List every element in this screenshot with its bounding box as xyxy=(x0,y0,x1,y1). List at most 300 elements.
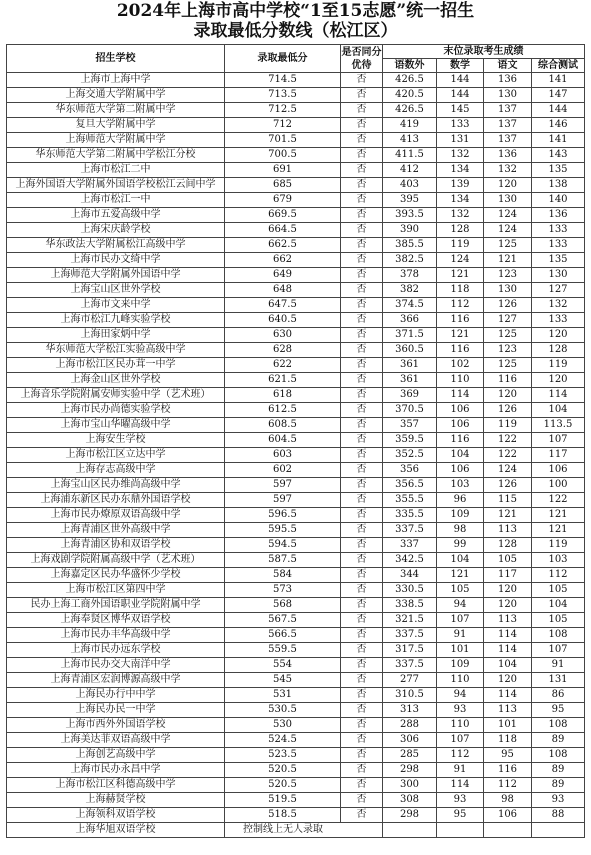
cell-priority: 否 xyxy=(341,178,383,193)
cell-yuanshuwai: 359.5 xyxy=(383,433,437,448)
table-row xyxy=(7,568,585,583)
table-row xyxy=(7,493,585,508)
cell-priority: 否 xyxy=(341,553,383,568)
table-row xyxy=(7,508,585,523)
cell-priority: 否 xyxy=(341,298,383,313)
cell-school: 上海市松江二中 xyxy=(7,163,225,178)
cell-school: 上海嘉定区民办华盛怀少学校 xyxy=(7,568,225,583)
cell-min-score: 712 xyxy=(225,118,341,133)
cell-test: 121 xyxy=(532,508,585,523)
cell-test: 132 xyxy=(532,298,585,313)
cell-chinese: 105 xyxy=(484,553,532,568)
cell-min-score: 597 xyxy=(225,478,341,493)
cell-test: 147 xyxy=(532,88,585,103)
cell-priority: 否 xyxy=(341,628,383,643)
cell-min-score: 700.5 xyxy=(225,148,341,163)
cell-math: 94 xyxy=(437,598,484,613)
cell-test: 88 xyxy=(532,808,585,823)
cell-math: 131 xyxy=(437,133,484,148)
cell-chinese: 116 xyxy=(484,373,532,388)
table-row xyxy=(7,628,585,643)
cell-chinese: 117 xyxy=(484,568,532,583)
table-row xyxy=(7,553,585,568)
cell-test: 133 xyxy=(532,313,585,328)
cell-yuanshuwai: 337 xyxy=(383,538,437,553)
cell-min-score: 584 xyxy=(225,568,341,583)
table-row xyxy=(7,703,585,718)
cell-chinese: 123 xyxy=(484,343,532,358)
cell-yuanshuwai: 356 xyxy=(383,463,437,478)
cell-test: 107 xyxy=(532,643,585,658)
table-row xyxy=(7,433,585,448)
cell-chinese: 137 xyxy=(484,118,532,133)
cell-min-score: 554 xyxy=(225,658,341,673)
table-row xyxy=(7,118,585,133)
cell-priority: 否 xyxy=(341,568,383,583)
cell-yuanshuwai: 382.5 xyxy=(383,253,437,268)
cell-yuanshuwai: 288 xyxy=(383,718,437,733)
cell-school: 上海安生学校 xyxy=(7,433,225,448)
cell-math: 116 xyxy=(437,433,484,448)
cell-school: 上海浦东新区民办东鼎外国语学校 xyxy=(7,493,225,508)
admission-score-table xyxy=(6,44,585,838)
cell-yuanshuwai: 277 xyxy=(383,673,437,688)
cell-test: 140 xyxy=(532,193,585,208)
cell-test: 120 xyxy=(532,328,585,343)
table-row xyxy=(7,793,585,808)
cell-min-score: 679 xyxy=(225,193,341,208)
cell-priority: 否 xyxy=(341,193,383,208)
cell-test: 141 xyxy=(532,133,585,148)
cell-school: 上海市松江一中 xyxy=(7,193,225,208)
cell-min-score: 618 xyxy=(225,388,341,403)
table-row xyxy=(7,448,585,463)
table-row xyxy=(7,283,585,298)
cell-priority: 否 xyxy=(341,808,383,823)
cell-priority: 否 xyxy=(341,148,383,163)
cell-school: 上海戏剧学院附属高级中学（艺术班） xyxy=(7,553,225,568)
table-body xyxy=(7,73,585,838)
cell-test: 104 xyxy=(532,403,585,418)
cell-school: 上海市五爱高级中学 xyxy=(7,208,225,223)
cell-test: 119 xyxy=(532,358,585,373)
cell-yuanshuwai: 337.5 xyxy=(383,523,437,538)
cell-min-score: 713.5 xyxy=(225,88,341,103)
cell-school: 上海美达菲双语高级中学 xyxy=(7,733,225,748)
cell-math: 104 xyxy=(437,448,484,463)
cell-test: 138 xyxy=(532,178,585,193)
table-row xyxy=(7,598,585,613)
cell-min-score: 566.5 xyxy=(225,628,341,643)
cell-school: 上海华旭双语学校 xyxy=(7,823,225,838)
cell-school: 上海师范大学附属外国语中学 xyxy=(7,268,225,283)
cell-school: 华东师范大学第二附属中学松江分校 xyxy=(7,148,225,163)
cell-priority: 否 xyxy=(341,673,383,688)
cell-chinese: 115 xyxy=(484,493,532,508)
header-yuanshuwai: 语数外 xyxy=(383,59,437,73)
cell-priority: 否 xyxy=(341,373,383,388)
cell-chinese: 120 xyxy=(484,583,532,598)
cell-school: 上海存志高级中学 xyxy=(7,463,225,478)
cell-priority: 否 xyxy=(341,403,383,418)
cell-test: 127 xyxy=(532,283,585,298)
cell-yuanshuwai: 420.5 xyxy=(383,88,437,103)
table-row xyxy=(7,718,585,733)
cell-min-score: 595.5 xyxy=(225,523,341,538)
cell-empty xyxy=(437,823,484,838)
header-priority: 是否同分优待 xyxy=(341,46,382,71)
cell-test: 146 xyxy=(532,118,585,133)
cell-chinese: 137 xyxy=(484,103,532,118)
cell-min-score: 559.5 xyxy=(225,643,341,658)
cell-yuanshuwai: 413 xyxy=(383,133,437,148)
cell-school: 上海市松江区民办茸一中学 xyxy=(7,358,225,373)
table-row xyxy=(7,103,585,118)
header-school: 招生学校 xyxy=(7,45,225,73)
cell-school: 上海市民办文绮中学 xyxy=(7,253,225,268)
table-row xyxy=(7,733,585,748)
cell-school: 上海宝山区民办维尚高级中学 xyxy=(7,478,225,493)
cell-chinese: 116 xyxy=(484,763,532,778)
table-row xyxy=(7,643,585,658)
cell-chinese: 132 xyxy=(484,163,532,178)
cell-min-score: 523.5 xyxy=(225,748,341,763)
table-row xyxy=(7,178,585,193)
cell-test: 106 xyxy=(532,463,585,478)
cell-yuanshuwai: 306 xyxy=(383,733,437,748)
cell-math: 112 xyxy=(437,298,484,313)
cell-priority: 否 xyxy=(341,703,383,718)
cell-test: 108 xyxy=(532,628,585,643)
cell-priority: 否 xyxy=(341,253,383,268)
table-row xyxy=(7,208,585,223)
cell-math: 121 xyxy=(437,268,484,283)
cell-school: 上海市民办远东学校 xyxy=(7,643,225,658)
cell-chinese: 113 xyxy=(484,523,532,538)
cell-school: 上海交通大学附属中学 xyxy=(7,88,225,103)
table-row xyxy=(7,373,585,388)
table-row xyxy=(7,808,585,823)
cell-yuanshuwai: 378 xyxy=(383,268,437,283)
cell-min-score: 602 xyxy=(225,463,341,478)
cell-school: 上海市民办丰华高级中学 xyxy=(7,628,225,643)
table-row xyxy=(7,253,585,268)
cell-priority: 否 xyxy=(341,433,383,448)
cell-priority: 否 xyxy=(341,793,383,808)
table-row xyxy=(7,523,585,538)
cell-min-score: 662.5 xyxy=(225,238,341,253)
table-row xyxy=(7,463,585,478)
cell-yuanshuwai: 426.5 xyxy=(383,103,437,118)
cell-math: 110 xyxy=(437,673,484,688)
cell-min-score: 621.5 xyxy=(225,373,341,388)
cell-yuanshuwai: 330.5 xyxy=(383,583,437,598)
cell-yuanshuwai: 338.5 xyxy=(383,598,437,613)
cell-math: 132 xyxy=(437,208,484,223)
cell-school: 上海市文来中学 xyxy=(7,298,225,313)
cell-priority: 否 xyxy=(341,328,383,343)
cell-school: 上海市民办永昌中学 xyxy=(7,763,225,778)
cell-yuanshuwai: 356.5 xyxy=(383,478,437,493)
cell-min-score: 530 xyxy=(225,718,341,733)
cell-math: 139 xyxy=(437,178,484,193)
cell-min-score: 587.5 xyxy=(225,553,341,568)
cell-math: 114 xyxy=(437,778,484,793)
cell-school: 上海市民办交大南洋中学 xyxy=(7,658,225,673)
cell-test: 112 xyxy=(532,568,585,583)
cell-chinese: 128 xyxy=(484,538,532,553)
cell-empty xyxy=(484,823,532,838)
cell-min-score: 596.5 xyxy=(225,508,341,523)
cell-math: 116 xyxy=(437,343,484,358)
cell-test: 108 xyxy=(532,718,585,733)
cell-yuanshuwai: 300 xyxy=(383,778,437,793)
cell-test: 113.5 xyxy=(532,418,585,433)
cell-chinese: 120 xyxy=(484,673,532,688)
cell-test: 100 xyxy=(532,478,585,493)
table-row xyxy=(7,823,585,838)
cell-empty xyxy=(383,823,437,838)
table-row xyxy=(7,538,585,553)
cell-priority: 否 xyxy=(341,313,383,328)
table-row xyxy=(7,613,585,628)
cell-yuanshuwai: 335.5 xyxy=(383,508,437,523)
cell-test: 133 xyxy=(532,223,585,238)
cell-math: 124 xyxy=(437,253,484,268)
cell-math: 110 xyxy=(437,373,484,388)
cell-school: 上海宋庆龄学校 xyxy=(7,223,225,238)
cell-priority: 否 xyxy=(341,538,383,553)
cell-school: 上海田家炳中学 xyxy=(7,328,225,343)
cell-chinese: 130 xyxy=(484,193,532,208)
cell-min-score: 649 xyxy=(225,268,341,283)
table-row xyxy=(7,343,585,358)
cell-chinese: 127 xyxy=(484,313,532,328)
cell-test: 141 xyxy=(532,73,585,88)
cell-yuanshuwai: 357 xyxy=(383,418,437,433)
cell-school: 上海市松江九峰实验学校 xyxy=(7,313,225,328)
cell-priority: 否 xyxy=(341,283,383,298)
table-row xyxy=(7,193,585,208)
cell-priority: 否 xyxy=(341,733,383,748)
cell-school: 复旦大学附属中学 xyxy=(7,118,225,133)
cell-min-score: 567.5 xyxy=(225,613,341,628)
cell-min-score: 648 xyxy=(225,283,341,298)
cell-yuanshuwai: 344 xyxy=(383,568,437,583)
cell-min-score: 519.5 xyxy=(225,793,341,808)
cell-school: 华东师范大学第二附属中学 xyxy=(7,103,225,118)
cell-chinese: 95 xyxy=(484,748,532,763)
cell-min-score: 714.5 xyxy=(225,73,341,88)
cell-chinese: 125 xyxy=(484,328,532,343)
cell-test: 95 xyxy=(532,703,585,718)
cell-priority: 否 xyxy=(341,598,383,613)
cell-yuanshuwai: 352.5 xyxy=(383,448,437,463)
table-row xyxy=(7,748,585,763)
cell-yuanshuwai: 337.5 xyxy=(383,658,437,673)
cell-priority: 否 xyxy=(341,163,383,178)
cell-math: 106 xyxy=(437,403,484,418)
header-last-admitted-scores: 末位录取考生成绩 xyxy=(383,45,585,59)
cell-empty xyxy=(532,823,585,838)
cell-math: 144 xyxy=(437,88,484,103)
cell-yuanshuwai: 393.5 xyxy=(383,208,437,223)
cell-priority: 否 xyxy=(341,508,383,523)
cell-school: 上海市上海中学 xyxy=(7,73,225,88)
cell-math: 106 xyxy=(437,463,484,478)
cell-test: 103 xyxy=(532,553,585,568)
cell-math: 91 xyxy=(437,628,484,643)
cell-math: 144 xyxy=(437,73,484,88)
cell-school: 上海市松江区第四中学 xyxy=(7,583,225,598)
cell-chinese: 120 xyxy=(484,388,532,403)
cell-chinese: 124 xyxy=(484,463,532,478)
cell-priority: 否 xyxy=(341,778,383,793)
cell-min-score: 545 xyxy=(225,673,341,688)
table-row xyxy=(7,583,585,598)
cell-test: 93 xyxy=(532,793,585,808)
table-row xyxy=(7,133,585,148)
cell-chinese: 124 xyxy=(484,208,532,223)
cell-chinese: 104 xyxy=(484,658,532,673)
cell-chinese: 98 xyxy=(484,793,532,808)
table-row xyxy=(7,223,585,238)
cell-school: 华东师范大学松江实验高级中学 xyxy=(7,343,225,358)
cell-min-score: 518.5 xyxy=(225,808,341,823)
cell-school: 上海市松江区科德高级中学 xyxy=(7,778,225,793)
cell-priority: 否 xyxy=(341,463,383,478)
page-title: 2024年上海市高中学校“1至15志愿”统一招生 xyxy=(116,1,475,21)
cell-school: 上海音乐学院附属安师实验中学（艺术班） xyxy=(7,388,225,403)
cell-priority: 否 xyxy=(341,658,383,673)
cell-priority: 否 xyxy=(341,643,383,658)
cell-school: 上海宝山区世外学校 xyxy=(7,283,225,298)
cell-math: 95 xyxy=(437,808,484,823)
cell-min-score: 612.5 xyxy=(225,403,341,418)
cell-priority: 否 xyxy=(341,238,383,253)
cell-test: 133 xyxy=(532,238,585,253)
cell-min-score: 608.5 xyxy=(225,418,341,433)
cell-yuanshuwai: 313 xyxy=(383,703,437,718)
cell-min-score: 531 xyxy=(225,688,341,703)
cell-yuanshuwai: 298 xyxy=(383,808,437,823)
cell-min-score: 640.5 xyxy=(225,313,341,328)
cell-yuanshuwai: 308 xyxy=(383,793,437,808)
table-row xyxy=(7,268,585,283)
cell-yuanshuwai: 298 xyxy=(383,763,437,778)
cell-chinese: 125 xyxy=(484,238,532,253)
cell-min-score: 685 xyxy=(225,178,341,193)
cell-priority: 否 xyxy=(341,388,383,403)
cell-test: 91 xyxy=(532,658,585,673)
cell-yuanshuwai: 355.5 xyxy=(383,493,437,508)
cell-priority: 否 xyxy=(341,748,383,763)
cell-test: 121 xyxy=(532,523,585,538)
cell-min-score: 520.5 xyxy=(225,778,341,793)
cell-math: 119 xyxy=(437,238,484,253)
cell-chinese: 119 xyxy=(484,418,532,433)
cell-math: 112 xyxy=(437,748,484,763)
cell-priority: 否 xyxy=(341,118,383,133)
table-row xyxy=(7,673,585,688)
cell-math: 105 xyxy=(437,583,484,598)
cell-math: 134 xyxy=(437,163,484,178)
cell-priority: 否 xyxy=(341,208,383,223)
cell-yuanshuwai: 370.5 xyxy=(383,403,437,418)
cell-math: 118 xyxy=(437,283,484,298)
table-row xyxy=(7,148,585,163)
cell-test: 114 xyxy=(532,388,585,403)
header-min-score: 录取最低分 xyxy=(225,45,341,73)
cell-test: 104 xyxy=(532,598,585,613)
cell-school: 上海市民办尚德实验学校 xyxy=(7,403,225,418)
cell-test: 135 xyxy=(532,253,585,268)
cell-test: 119 xyxy=(532,538,585,553)
cell-min-score: 524.5 xyxy=(225,733,341,748)
cell-math: 109 xyxy=(437,508,484,523)
cell-chinese: 114 xyxy=(484,688,532,703)
table-row xyxy=(7,238,585,253)
cell-min-score: 604.5 xyxy=(225,433,341,448)
cell-priority: 否 xyxy=(341,763,383,778)
cell-yuanshuwai: 395 xyxy=(383,193,437,208)
cell-school: 上海金山区世外学校 xyxy=(7,373,225,388)
cell-yuanshuwai: 403 xyxy=(383,178,437,193)
cell-chinese: 113 xyxy=(484,613,532,628)
cell-chinese: 122 xyxy=(484,433,532,448)
cell-math: 101 xyxy=(437,643,484,658)
cell-school: 上海青浦区世外高级中学 xyxy=(7,523,225,538)
cell-test: 89 xyxy=(532,778,585,793)
cell-min-score: 597 xyxy=(225,493,341,508)
table-row xyxy=(7,778,585,793)
cell-yuanshuwai: 361 xyxy=(383,358,437,373)
cell-chinese: 130 xyxy=(484,283,532,298)
cell-chinese: 136 xyxy=(484,148,532,163)
cell-school: 上海民办民一中学 xyxy=(7,703,225,718)
cell-yuanshuwai: 317.5 xyxy=(383,643,437,658)
cell-school: 民办上海工商外国语职业学院附属中学 xyxy=(7,598,225,613)
cell-math: 128 xyxy=(437,223,484,238)
cell-math: 132 xyxy=(437,148,484,163)
cell-priority: 否 xyxy=(341,718,383,733)
table-row xyxy=(7,418,585,433)
cell-math: 121 xyxy=(437,328,484,343)
table-row xyxy=(7,658,585,673)
cell-min-score: 647.5 xyxy=(225,298,341,313)
cell-school: 上海领科双语学校 xyxy=(7,808,225,823)
table-row xyxy=(7,328,585,343)
cell-priority: 否 xyxy=(341,493,383,508)
cell-min-score: 669.5 xyxy=(225,208,341,223)
cell-priority: 否 xyxy=(341,103,383,118)
cell-chinese: 106 xyxy=(484,808,532,823)
cell-test: 107 xyxy=(532,433,585,448)
cell-min-score: 662 xyxy=(225,253,341,268)
cell-yuanshuwai: 426.5 xyxy=(383,73,437,88)
cell-priority: 否 xyxy=(341,688,383,703)
cell-school: 上海青浦区协和双语学校 xyxy=(7,538,225,553)
cell-priority: 否 xyxy=(341,223,383,238)
cell-chinese: 126 xyxy=(484,298,532,313)
cell-math: 145 xyxy=(437,103,484,118)
cell-priority: 否 xyxy=(341,133,383,148)
cell-min-score: 628 xyxy=(225,343,341,358)
cell-yuanshuwai: 411.5 xyxy=(383,148,437,163)
cell-math: 107 xyxy=(437,613,484,628)
cell-test: 105 xyxy=(532,583,585,598)
cell-test: 136 xyxy=(532,208,585,223)
